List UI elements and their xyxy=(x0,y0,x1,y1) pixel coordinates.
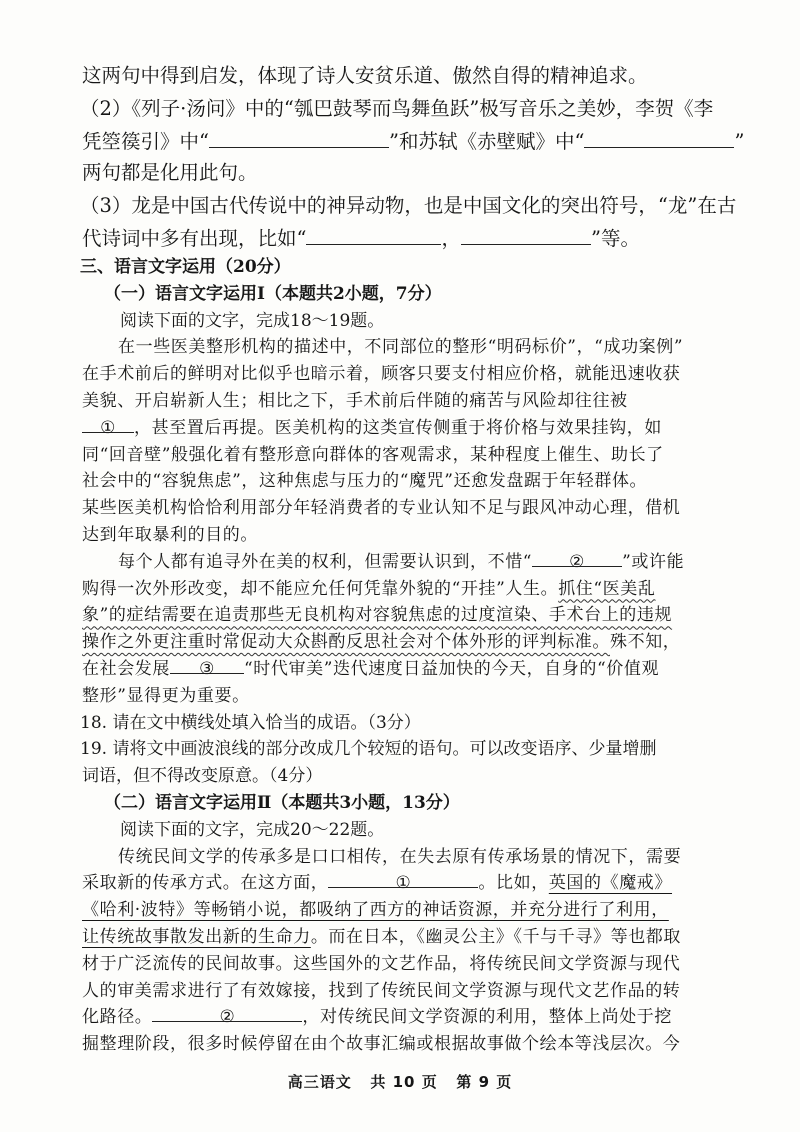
q16-text: ”等。 xyxy=(591,227,640,250)
question-19-line-1: 19. 请将文中画波浪线的部分改成几个较短的语句。可以改变语序、少量增删 xyxy=(80,739,657,760)
q16-part2-line-2 xyxy=(82,127,770,156)
q16-part2-line-3: 两句都是化用此句。 xyxy=(82,161,258,184)
passage1-line-2: 在手术前后的鲜明对比似乎也暗示着，顾客只要支付相应价格，就能迅速收获 xyxy=(82,364,681,385)
passage2-line-3 xyxy=(82,897,770,924)
wavy-underlined-text: 操作之外更注重时常促动大众斟酌反思社会对个体外形的评判标准。 xyxy=(82,632,610,653)
passage1-line-10 xyxy=(82,576,770,603)
q16-part2-line-1: （2）《列子·汤问》中的“瓠巴鼓琴而鸟舞鱼跃”极写音乐之美妙，李贺《李 xyxy=(80,97,714,120)
underlined-text: 英国的《魔戒》 xyxy=(548,873,673,894)
wavy-underlined-text: 象”的症结需要在追责那些无良机构对容貌焦虑的过度渲染、手术台上的违规 xyxy=(82,605,673,626)
answer-blank-dragon-2[interactable] xyxy=(461,224,591,245)
answer-blank-p2-2[interactable]: ② xyxy=(152,1004,302,1022)
passage-text: 掘整理阶段，很多时候停留在由个故事汇编或根据故事做个绘本等浅层次。今 xyxy=(82,1034,681,1055)
answer-blank-2[interactable]: ② xyxy=(532,549,622,567)
passage1-line-7: 某些医美机构恰恰利用部分年轻消费者的专业认知不足与跟风冲动心理，借机 xyxy=(82,498,681,519)
passage1-line-5: 同“回音壁”般强化着有整形意向群体的客观需求，某种程度上催生、助长了 xyxy=(82,444,664,465)
passage1-line-12 xyxy=(82,629,770,656)
q16-text: 代诗词中多有出现，比如“ xyxy=(82,227,307,250)
passage2-line-6 xyxy=(82,978,770,1005)
passage1-line-14: 整形”显得更为重要。 xyxy=(82,685,250,706)
passage-text: 购得一次外形改变，却不能应允任何凭靠外貌的“开挂”人生。 xyxy=(82,578,559,599)
passage-text: ”或许能 xyxy=(622,551,685,572)
answer-blank-li-he[interactable] xyxy=(209,127,389,148)
page-footer xyxy=(0,1071,800,1092)
q16-text: ”和苏轼《赤壁赋》中“ xyxy=(388,130,585,153)
passage-text: 。而在日本，《幽灵公主》《千与千寻》等也都取 xyxy=(310,927,682,947)
subsection-1-title: （一）语言文字运用Ⅰ（本题共2小题，7分） xyxy=(104,283,442,304)
q16-part3-line-2 xyxy=(82,224,770,253)
q16-text: ” xyxy=(734,130,745,153)
q16-line-1: 这两句中得到启发，体现了诗人安贫乐道、傲然自得的精神追求。 xyxy=(82,64,648,87)
passage1-line-3: 美貌、开启崭新人生；相比之下，手术前后伴随的痛苦与风险却往往被 xyxy=(82,391,628,411)
q16-text: 凭箜篌引》中“ xyxy=(82,130,209,153)
passage2-line-5 xyxy=(82,951,770,978)
passage1-line-9 xyxy=(118,549,770,576)
question-19-line-2: 词语，但不得改变原意。（4分） xyxy=(82,766,323,787)
passage2-line-4 xyxy=(82,924,770,951)
underlined-text: 《哈利·波特》等畅销小说，都吸纳了西方的神话资源，并充分进行了利用， xyxy=(82,900,669,921)
footer-total-pages: 共 10 页 xyxy=(370,1073,438,1091)
passage1-line-4 xyxy=(82,415,770,442)
footer-page-number: 第 9 页 xyxy=(456,1073,513,1091)
passage-text: ，对传统民间文学资源的利用，整体上尚处于挖 xyxy=(302,1007,673,1028)
passage1-line-11 xyxy=(82,602,770,629)
passage-text: 材于广泛流传的民间故事。这些国外的文艺作品，将传统民间文学资源与现代 xyxy=(82,953,681,974)
passage-text: 殊不知， xyxy=(610,632,681,653)
q16-text: ， xyxy=(441,227,461,250)
answer-blank-3[interactable]: ③ xyxy=(170,656,244,674)
passage2-line-7 xyxy=(82,1004,770,1031)
passage2-line-8 xyxy=(82,1031,770,1058)
passage-text: 化路径。 xyxy=(82,1007,153,1028)
passage2-line-2 xyxy=(82,870,770,897)
footer-subject: 高三语文 xyxy=(287,1073,352,1091)
subsection-2-intro: 阅读下面的文字，完成20～22题。 xyxy=(120,819,385,840)
answer-blank-1[interactable]: ① xyxy=(82,415,134,433)
section-3-title: 三、语言文字运用（20分） xyxy=(80,257,291,277)
passage1-line-1: 在一些医美整形机构的描述中，不同部位的整形“明码标价”，“成功案例” xyxy=(118,337,684,358)
answer-blank-p2-1[interactable]: ① xyxy=(328,870,478,888)
passage2-line-1: 传统民间文学的传承多是口口相传，在失去原有传承场景的情况下，需要 xyxy=(118,846,682,867)
passage-text: 在社会发展 xyxy=(82,659,170,679)
subsection-2-title: （二）语言文字运用Ⅱ（本题共3小题，13分） xyxy=(104,793,460,813)
answer-blank-dragon-1[interactable] xyxy=(306,224,441,245)
q16-part3-line-1: （3）龙是中国古代传说中的神异动物，也是中国文化的突出符号，“龙”在古 xyxy=(80,194,737,217)
wavy-underlined-text: 抓住“医美乱 xyxy=(558,578,656,599)
passage-text: “时代审美”迭代速度日益加快的今天，自身的“价值观 xyxy=(244,659,660,679)
passage-text: 采取新的传承方式。在这方面， xyxy=(82,873,329,894)
passage-text: 人的审美需求进行了有效嫁接，找到了传统民间文学资源与现代文艺作品的转 xyxy=(82,980,681,1001)
passage-text: 。比如， xyxy=(478,873,549,894)
passage1-line-8: 达到年取暴利的目的。 xyxy=(82,525,258,545)
passage1-line-13 xyxy=(82,656,770,683)
question-18: 18. 请在文中横线处填入恰当的成语。（3分） xyxy=(80,712,421,733)
subsection-1-intro: 阅读下面的文字，完成18～19题。 xyxy=(120,310,385,331)
passage1-line-6: 社会中的“容貌焦虑”，这种焦虑与压力的“魔咒”还愈发盘踞于年轻群体。 xyxy=(82,471,648,492)
passage-text: ，甚至置后再提。医美机构的这类宣传侧重于将价格与效果挂钩，如 xyxy=(134,417,662,438)
answer-blank-su-shi[interactable] xyxy=(584,127,734,148)
passage-text: 每个人都有追寻外在美的权利，但需要认识到，不惜“ xyxy=(118,551,533,572)
underlined-text: 让传统故事散发出新的生命力 xyxy=(82,927,311,947)
